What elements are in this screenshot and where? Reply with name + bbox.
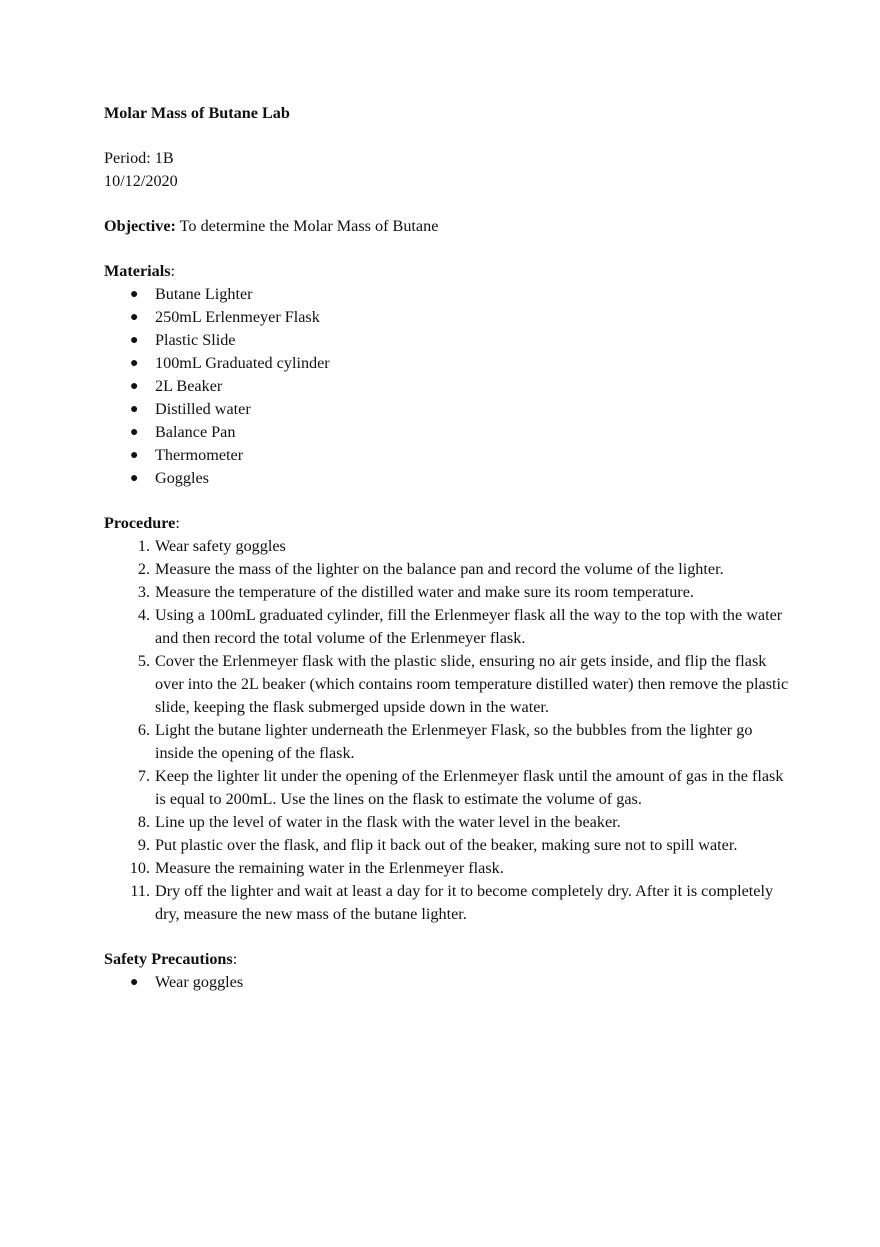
step-number: 3. xyxy=(137,583,150,601)
step-number: 9. xyxy=(137,836,150,854)
objective-line xyxy=(104,215,794,238)
bullet-icon: ● xyxy=(130,448,139,463)
step-number: 7. xyxy=(137,767,150,785)
step-text: Light the butane lighter underneath the Erlenmeyer Flask, so the bubbles from the lighter go inside the opening of the flask. xyxy=(155,721,753,762)
list-item xyxy=(104,306,794,329)
procedure-step xyxy=(104,719,794,765)
safety-heading xyxy=(104,948,794,971)
step-text: Keep the lighter lit under the opening of the Erlenmeyer flask until the amount of gas in the flask is equal to 200mL. Use the lines on the flask to estimate the volume of gas. xyxy=(155,767,784,808)
materials-label: Materials xyxy=(104,262,171,280)
list-item xyxy=(104,421,794,444)
list-item-text: Goggles xyxy=(155,469,209,487)
document-page xyxy=(104,102,794,994)
procedure-step xyxy=(104,558,794,581)
step-text: Wear safety goggles xyxy=(155,537,286,555)
step-number: 10. xyxy=(129,859,150,877)
bullet-icon: ● xyxy=(130,471,139,486)
procedure-step xyxy=(104,857,794,880)
step-number: 4. xyxy=(137,606,150,624)
step-text: Using a 100mL graduated cylinder, fill the Erlenmeyer flask all the way to the top with the water and then record the total volume of the Erlenmeyer flask. xyxy=(155,606,783,647)
period-line: Period: 1B xyxy=(104,149,174,167)
step-number: 1. xyxy=(137,537,150,555)
step-number: 11. xyxy=(130,882,150,900)
step-text: Measure the mass of the lighter on the balance pan and record the volume of the lighter. xyxy=(155,560,724,578)
list-item xyxy=(104,352,794,375)
procedure-heading xyxy=(104,512,794,535)
bullet-icon: ● xyxy=(130,356,139,371)
bullet-icon: ● xyxy=(130,310,139,325)
list-item-text: 2L Beaker xyxy=(155,377,223,395)
bullet-icon: ● xyxy=(130,402,139,417)
procedure-step xyxy=(104,604,794,650)
step-text: Cover the Erlenmeyer flask with the plastic slide, ensuring no air gets inside, and flip the flask over into the 2L beaker (which contains room temperature distilled water) then remove the plastic slide, keeping the flask submerged upside down in the water. xyxy=(155,652,789,716)
bullet-icon: ● xyxy=(130,287,139,302)
list-item-text: Balance Pan xyxy=(155,423,236,441)
safety-list xyxy=(104,971,794,994)
list-item-text: 100mL Graduated cylinder xyxy=(155,354,330,372)
procedure-list xyxy=(104,535,794,926)
list-item xyxy=(104,467,794,490)
document-title: Molar Mass of Butane Lab xyxy=(104,104,290,122)
step-number: 2. xyxy=(137,560,150,578)
materials-list xyxy=(104,283,794,490)
objective-label: Objective: xyxy=(104,217,176,235)
procedure-step xyxy=(104,765,794,811)
procedure-step xyxy=(104,581,794,604)
list-item xyxy=(104,329,794,352)
date-line: 10/12/2020 xyxy=(104,172,178,190)
step-text: Measure the temperature of the distilled water and make sure its room temperature. xyxy=(155,583,694,601)
step-number: 8. xyxy=(137,813,150,831)
list-item-text: 250mL Erlenmeyer Flask xyxy=(155,308,320,326)
safety-label: Safety Precautions xyxy=(104,950,233,968)
procedure-step xyxy=(104,650,794,719)
step-number: 6. xyxy=(137,721,150,739)
list-item xyxy=(104,398,794,421)
bullet-icon: ● xyxy=(130,333,139,348)
materials-colon: : xyxy=(170,262,176,280)
spacer xyxy=(104,193,794,215)
step-text: Put plastic over the flask, and flip it back out of the beaker, making sure not to spill water. xyxy=(155,836,738,854)
spacer xyxy=(104,926,794,948)
bullet-icon: ● xyxy=(130,379,139,394)
step-text: Measure the remaining water in the Erlenmeyer flask. xyxy=(155,859,504,877)
safety-colon: : xyxy=(232,950,238,968)
bullet-icon: ● xyxy=(130,425,139,440)
list-item xyxy=(104,283,794,306)
list-item-text: Butane Lighter xyxy=(155,285,253,303)
objective-text: To determine the Molar Mass of Butane xyxy=(175,217,439,235)
procedure-step xyxy=(104,834,794,857)
list-item-text: Wear goggles xyxy=(155,973,244,991)
procedure-label: Procedure xyxy=(104,514,176,532)
step-text: Dry off the lighter and wait at least a day for it to become completely dry. After it is completely dry, measure the new mass of the butane lighter. xyxy=(155,882,774,923)
list-item-text: Distilled water xyxy=(155,400,251,418)
list-item-text: Plastic Slide xyxy=(155,331,236,349)
list-item xyxy=(104,444,794,467)
materials-heading xyxy=(104,260,794,283)
spacer xyxy=(104,490,794,512)
bullet-icon: ● xyxy=(130,975,139,990)
list-item xyxy=(104,375,794,398)
list-item-text: Thermometer xyxy=(155,446,244,464)
step-number: 5. xyxy=(137,652,150,670)
procedure-step xyxy=(104,535,794,558)
step-text: Line up the level of water in the flask with the water level in the beaker. xyxy=(155,813,621,831)
spacer xyxy=(104,238,794,260)
procedure-step xyxy=(104,880,794,926)
procedure-colon: : xyxy=(175,514,180,532)
procedure-step xyxy=(104,811,794,834)
spacer xyxy=(104,125,794,147)
list-item xyxy=(104,971,794,994)
